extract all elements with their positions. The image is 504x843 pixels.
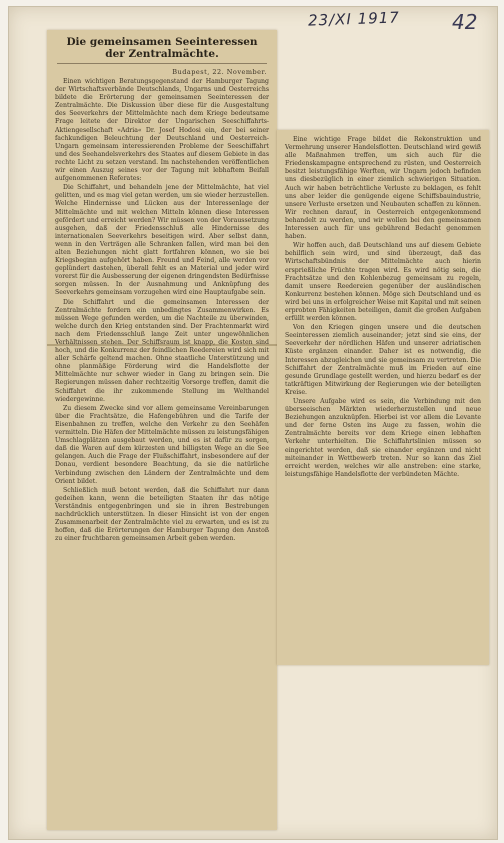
paragraph: Eine wichtige Frage bildet die Rekonstruktion und Vermehrung unserer Handelsflotten. Deutschland wird gewiß alle Maßnahmen treffen, um sich auch für die Friedenskampagne entsprechend zu rüsten, und Oesterreich besitzt leistungsfähige Werften, wir Ungarn jedoch befinden uns diesbezüglich in einer ziemlich schwierigen Situation. Auch wir haben beträchtliche Verluste zu beklagen, es fehlt uns aber leider die genügende eigene Schiffsbauindustrie, unsere Verluste ersetzen und Neubauten schaffen zu können. Wir rechnen darauf, in Oesterreich entgegenkommend behandelt zu werden, und wir wollen bei den gemeinsamen Interessen auch für uns gebührend Bedacht genommen haben.	[285, 136, 481, 241]
handwritten-page-number: 42	[452, 10, 478, 34]
paragraph: Zu diesem Zwecke sind vor allem gemeinsame Vereinbarungen über die Frachtsätze, die Hafengebühren und die Tarife der Eisenbahnen zu treffen, welche den Verkehr zu den Seehäfen vermitteln. Die Häfen der Mittelmächte müssen zu leistungsfähigen Umschlagplätzen ausgebaut werden, und es ist dafür zu sorgen, daß die Waren auf dem kürzesten und billigsten Wege an die See gelangen. Auch die Frage der Flußschiffahrt, insbesondere auf der Donau, verdient besondere Beachtung, da sie die natürliche Verbindung zwischen den Ländern der Zentralmächte und dem Orient bildet.	[55, 404, 269, 485]
article-body-left	[55, 78, 269, 543]
paragraph: Von den Kriegen gingen unsere und die deutschen Seeinteressen ziemlich auseinander; jetzt sind sie eins, der Seeverkehr der nördlichen Häfen und unserer adriatischen Küste ergänzen einander. Daher ist es notwendig, die Interessen abzugleichen und sie gemeinsam zu vertreten. Die Schiffahrt der Zentralmächte muß im Frieden auf eine gesunde Grundlage gestellt werden, und hierzu bedarf es der tatkräftigen Mitwirkung der Regierungen wie der beteiligten Kreise.	[285, 324, 481, 396]
title-rule	[57, 63, 267, 64]
paragraph: Wir hoffen auch, daß Deutschland uns auf diesem Gebiete behilflich sein wird, und sind überzeugt, daß das Wirtschaftsbündnis der Mittelmächte auch hierin ersprießliche Früchte tragen wird. Es wird nötig sein, die Frachtsätze und den Kohlenbezug gemeinsam zu regeln, damit unsere Reedereien gegenüber der ausländischen Konkurrenz bestehen können. Möge sich Deutschland und es wird bei uns in erfolgreicher Weise mit Kapital und mit seinen erprobten Fähigkeiten beteiligen, damit die großen Aufgaben erfüllt werden können.	[285, 242, 481, 323]
paragraph: Die Schiffahrt, und behandeln jene der Mittelmächte, hat viel gelitten, und es mag viel getan werden, um sie wieder herzustellen. Welche Hindernisse und Lücken aus der Interessenlage der Mittelmächte und mit welchen Mitteln können diese Interessen gefördert und erreicht werden? Wir müssen von der Voraussetzung ausgehen, daß der Friedensschluß alle Hindernisse des internationalen Seeverkehrs beseitigen wird. Aber selbst dann, wenn in den Verträgen alle Schranken fallen, wird man bei den alten Beziehungen nicht glatt fortfahren können, wo sie bei Kriegsbeginn aufgehört haben. Freund und Feind, alle werden vor geplündert dastehen, überall fehlt es an Material und jeder wird vorerst für die Ausbesserung der eigenen dringendsten Bedürfnisse sorgen müssen. In der Ausnahmung und Anknüpfung des Seeverkehrs gemeinsam vorzugehen wird eine Hauptaufgabe sein.	[55, 184, 269, 297]
handwritten-date: 23/XI 1917	[307, 8, 401, 30]
paragraph: Schließlich muß betont werden, daß die Schiffahrt nur dann gedeihen kann, wenn die beteiligten Staaten ihr das nötige Verständnis entgegenbringen und sie in ihren Bestrebungen nachdrücklich unterstützen. In dieser Hinsicht ist von der engen Zusammenarbeit der Zentralmächte viel zu erwarten, und es ist zu hoffen, daß die Erörterungen der Hamburger Tagung den Anstoß zu einer fruchtbaren gemeinsamen Arbeit geben werden.	[55, 486, 269, 543]
newspaper-clipping-left	[47, 30, 277, 830]
article-title: Die gemeinsamen Seeinteressen der Zentralmächte.	[66, 36, 258, 60]
clipping-fold-line	[47, 344, 277, 346]
paragraph: Einen wichtigen Beratungsgegenstand der Hamburger Tagung der Wirtschaftsverbände Deutschlands, Ungarns und Oesterreichs bildete die Erörterung der gemeinsamen Seeinteressen der Zentralmächte. Die Diskussion über diese für die Ausgestaltung des Seeverkehrs der Mittelmächte nach dem Kriege bedeutsame Frage leitete der Direktor der Ungarischen Seeschiffahrts-Aktiengesellschaft »Adria« Dr. Josef Hodosi ein, der bei seiner fachkundigen Beleuchtung der Deutschland und Oesterreich-Ungarn gemeinsam interessierenden Probleme der Seeschiffahrt und des Seehandelsverkehrs des Staates auf diesem Gebiete in das rechte Licht zu setzen verstand. Im nachstehenden veröffentlichen wir einen Auszug seines vor der Tagung mit lebhaftem Beifall aufgenommenen Referates:	[55, 78, 269, 183]
article-body-right	[285, 136, 481, 479]
paragraph: Die Schiffahrt und die gemeinsamen Interessen der Zentralmächte fordern ein unbedingtes Zusammenwirken. Es müssen Wege gefunden werden, um die Nachteile zu überwinden, welche durch den Krieg entstanden sind. Der Frachtenmarkt wird nach dem Friedensschluß lange Zeit unter ungewöhnlichen Verhältnissen stehen. Der Schiffsraum ist knapp, die Kosten sind hoch, und die Konkurrenz der feindlichen Reedereien wird sich mit aller Schärfe geltend machen. Ohne staatliche Unterstützung und ohne planmäßige Förderung wird die Handelsflotte der Mittelmächte nur schwer wieder in Gang zu bringen sein. Die Regierungen müssen daher rechtzeitig Vorsorge treffen, damit die Schiffahrt die ihr zukommende Stellung im Welthandel wiedergewinne.	[55, 298, 269, 403]
article-dateline: Budapest, 22. November.	[172, 68, 267, 76]
paragraph: Unsere Aufgabe wird es sein, die Verbindung mit den überseeischen Märkten wiederherzustellen und neue Beziehungen anzuknüpfen. Hierbei ist vor allem die Levante und der ferne Osten ins Auge zu fassen, wohin die Zentralmächte bereits vor dem Kriege einen lebhaften Verkehr unterhielten. Die Schiffahrtslinien müssen so eingerichtet werden, daß sie einander ergänzen und nicht miteinander in Wettbewerb treten. Nur so kann das Ziel erreicht werden, welches wir alle anstreben: eine starke, leistungsfähige Handelsflotte der verbündeten Mächte.	[285, 398, 481, 478]
newspaper-clipping-right	[277, 130, 489, 665]
